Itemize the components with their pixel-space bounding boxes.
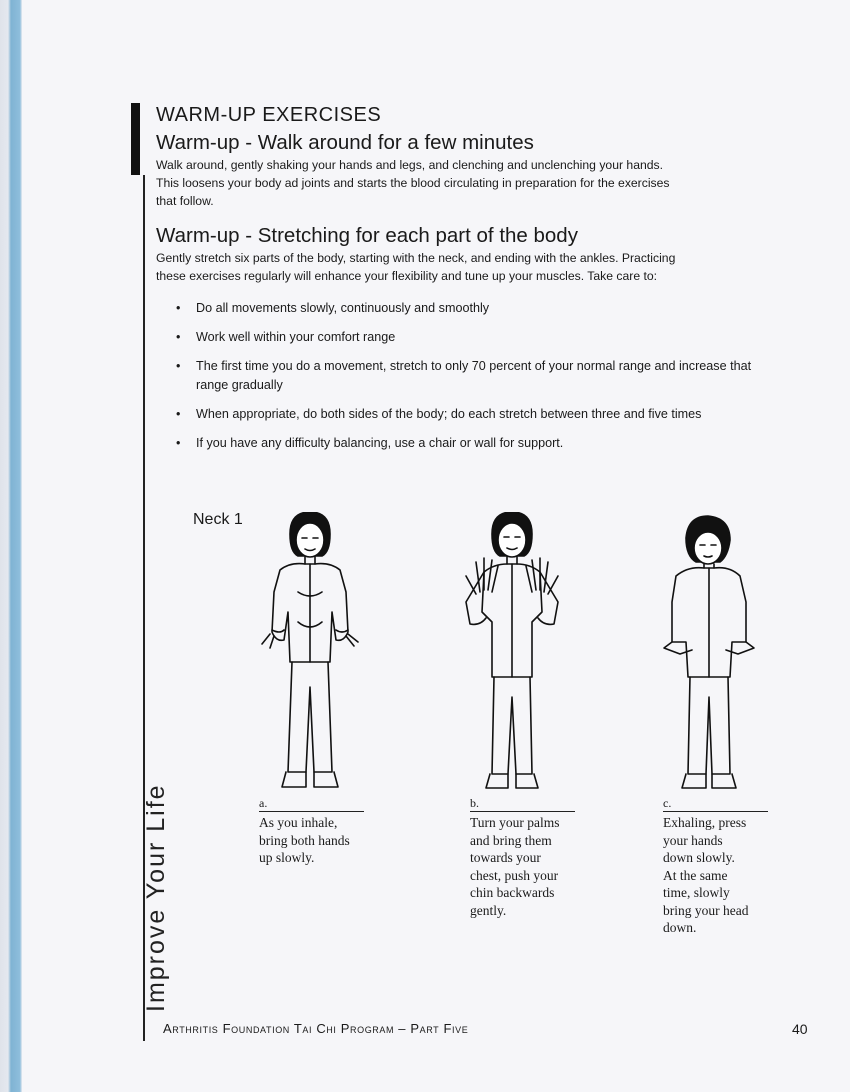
figure-b-illustration xyxy=(452,512,572,797)
caption-line: up slowly. xyxy=(259,850,315,865)
section-accent-bar xyxy=(131,103,140,175)
walk-heading: Warm-up - Walk around for a few minutes xyxy=(156,131,534,154)
caption-line: gently. xyxy=(470,902,507,918)
caption-line: time, slowly xyxy=(663,885,730,900)
caption-line: towards your xyxy=(470,850,541,865)
caption-line: down slowly. xyxy=(663,850,735,865)
caption-line: At the same xyxy=(663,867,728,883)
text-line: these exercises regularly will enhance your flexibility and tune up your muscles. Take care to: xyxy=(156,269,658,283)
caption-letter: c. xyxy=(663,796,768,812)
caption-line: Turn your palms xyxy=(470,815,560,830)
caption-line: bring both hands xyxy=(259,832,350,848)
caption-line: your hands xyxy=(663,832,723,848)
text-line: Gently stretch six parts of the body, starting with the neck, and ending with the ankles. Practicing xyxy=(156,251,676,265)
section-title: WARM-UP EXERCISES xyxy=(156,104,382,126)
list-item: • Do all movements slowly, continuously and smoothly xyxy=(176,301,490,315)
side-title: Improve Your Life xyxy=(142,783,170,1012)
caption-line: chin backwards xyxy=(470,885,555,900)
caption-line: bring your head xyxy=(663,902,749,918)
text-line: that follow. xyxy=(156,194,214,208)
caption-line: chest, push your xyxy=(470,867,559,883)
page-number: 40 xyxy=(792,1021,808,1037)
footer-title: Arthritis Foundation Tai Chi Program – Part Five xyxy=(163,1021,469,1036)
figure-a-illustration xyxy=(250,512,370,797)
caption-line: down. xyxy=(663,920,697,935)
caption-line: and bring them xyxy=(470,832,552,848)
figure-c-illustration xyxy=(650,512,770,797)
list-item: • If you have any difficulty balancing, use a chair or wall for support. xyxy=(176,436,564,450)
precautions-list xyxy=(176,299,756,463)
list-item: • Work well within your comfort range xyxy=(176,330,396,344)
stretch-paragraph xyxy=(156,249,756,285)
list-item: • When appropriate, do both sides of the body; do each stretch between three and five times xyxy=(176,407,702,421)
text-line: Walk around, gently shaking your hands and legs, and clenching and unclenching your hands. xyxy=(156,158,664,172)
walk-paragraph xyxy=(156,156,756,210)
caption-c xyxy=(663,796,773,937)
caption-letter: a. xyxy=(259,796,364,812)
exercise-label: Neck 1 xyxy=(193,511,243,528)
binding-edge xyxy=(0,0,22,1092)
caption-a xyxy=(259,796,369,867)
text-line: This loosens your body ad joints and starts the blood circulating in preparation for the exercises xyxy=(156,176,670,190)
stretch-heading: Warm-up - Stretching for each part of the body xyxy=(156,224,578,247)
caption-line: Exhaling, press xyxy=(663,815,747,830)
caption-line: As you inhale, xyxy=(259,815,338,830)
caption-letter: b. xyxy=(470,796,575,812)
list-item: • The first time you do a movement, stretch to only 70 percent of your normal range and increase that range gradually xyxy=(176,359,752,392)
caption-b xyxy=(470,796,580,919)
